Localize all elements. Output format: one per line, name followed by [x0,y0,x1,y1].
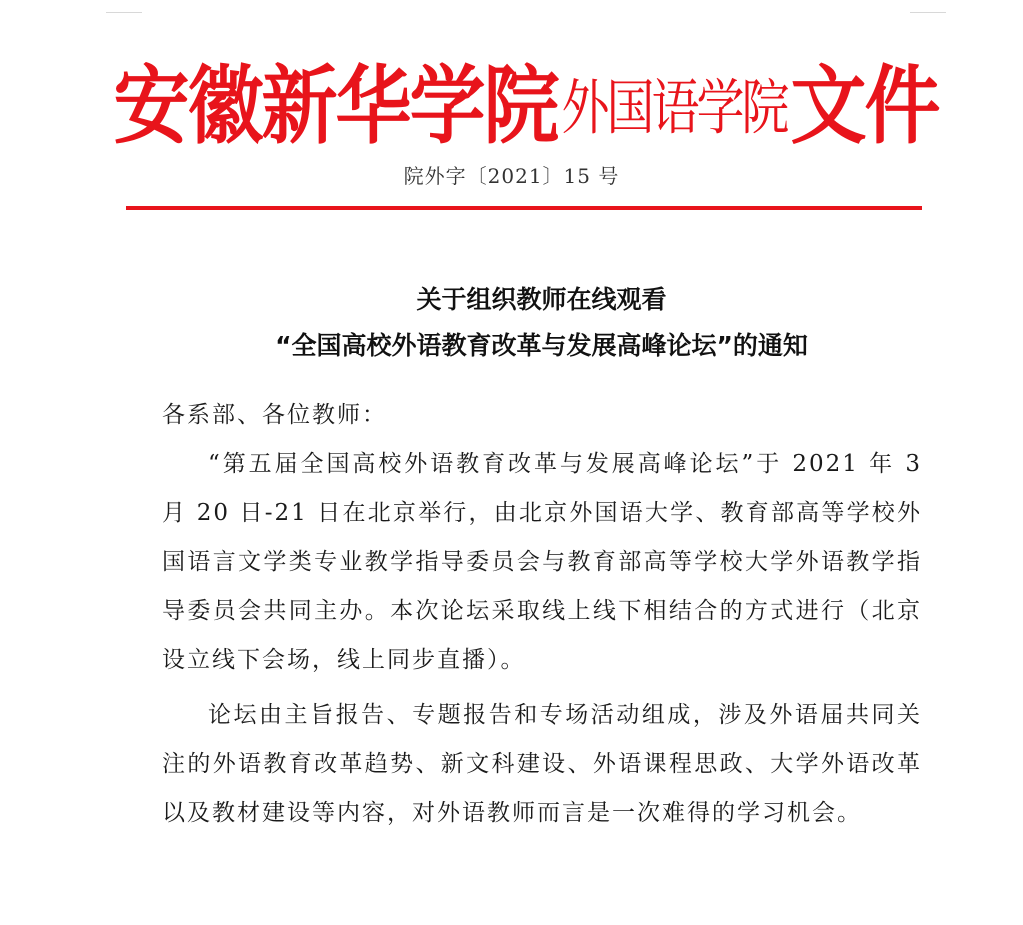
masthead-university-name: 安徽新华学院 [113,55,558,156]
body-paragraph-1 [162,440,922,685]
notice-title-line-1: 关于组织教师在线观看 [416,285,667,314]
paragraph-text: 论坛由主旨报告、专题报告和专场活动组成，涉及外语届共同关注的外语教育改革趋势、新文科建设、外语课程思政、大学外语改革以及教材建设等内容，对外语教师而言是一次难得的学习机会。 [162,702,922,826]
masthead-department-name: 外国语学院 [561,73,787,144]
paragraph-text: “第五届全国高校外语教育改革与发展高峰论坛”于 2021 年 3 月 20 日-21 日在北京举行，由北京外国语大学、教育部高等学校外国语言文学类专业教学指导委员会与教育部高等学校大学外语教学指导委员会共同主办。本次论坛采取线上线下相结合的方式进行（北京设立线下会场，线上同步直播）。 [162,451,922,673]
notice-title-line-2: “全国高校外语教育改革与发展高峰论坛”的通知 [275,331,808,360]
document-masthead [113,40,939,160]
crop-mark-left [106,12,142,13]
red-divider-line [126,206,922,210]
document-number: 院外字〔2021〕15 号 [403,164,620,188]
body-paragraph-2 [162,691,922,838]
salutation: 各系部、各位教师： [162,402,387,428]
masthead-document-label: 文件 [790,55,939,156]
crop-mark-right [910,12,946,13]
